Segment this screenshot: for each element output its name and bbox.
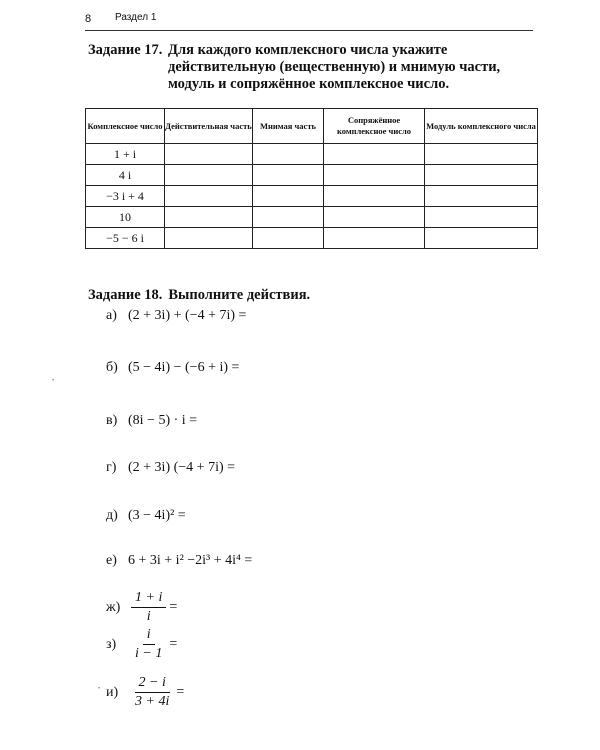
exercise-marker: е) xyxy=(106,553,117,568)
column-header: Модуль комплексного числа xyxy=(425,109,538,144)
complex-number-cell: −5 − 6 i xyxy=(86,228,165,249)
table-row xyxy=(86,228,538,249)
equals-sign: = xyxy=(169,636,178,652)
page-number: 8 xyxy=(85,13,92,25)
exercise-marker: в) xyxy=(106,413,118,428)
answer-cell[interactable] xyxy=(425,144,538,165)
fraction-denominator: i xyxy=(146,609,151,624)
answer-cell[interactable] xyxy=(253,165,324,186)
answer-cell[interactable] xyxy=(165,165,253,186)
column-header: Действительная часть xyxy=(165,109,253,144)
exercise-d xyxy=(106,508,186,524)
scan-speck: • xyxy=(98,686,101,692)
answer-cell[interactable] xyxy=(425,228,538,249)
exercise-e xyxy=(106,553,252,569)
table-row xyxy=(86,144,538,165)
task-18-text: Выполните действия. xyxy=(168,287,311,303)
fraction xyxy=(131,627,166,662)
task-18-label: Задание 18. xyxy=(88,287,163,303)
complex-number-cell: 1 + i xyxy=(86,144,165,165)
complex-number-cell: −3 i + 4 xyxy=(86,186,165,207)
column-header: Мнимая часть xyxy=(253,109,324,144)
section-title: Раздел 1 xyxy=(115,12,157,23)
answer-cell[interactable] xyxy=(253,228,324,249)
answer-cell[interactable] xyxy=(165,144,253,165)
column-header: Сопряжённое комплексное число xyxy=(324,109,425,144)
exercise-marker: а) xyxy=(106,308,117,323)
answer-cell[interactable] xyxy=(324,207,425,228)
answer-cell[interactable] xyxy=(324,228,425,249)
complex-number-cell: 10 xyxy=(86,207,165,228)
answer-cell[interactable] xyxy=(324,186,425,207)
fraction-denominator: 3 + 4i xyxy=(135,694,170,709)
exercise-marker: г) xyxy=(106,460,117,475)
exercise-v xyxy=(106,413,197,429)
exercise-g xyxy=(106,460,235,476)
exercise-marker: и) xyxy=(106,684,119,700)
answer-cell[interactable] xyxy=(425,165,538,186)
table-header-row xyxy=(86,109,538,144)
exercise-marker: ж) xyxy=(106,599,121,615)
exercise-zh xyxy=(106,590,177,625)
exercise-a xyxy=(106,308,246,324)
page-header xyxy=(85,12,533,31)
fraction-numerator: i xyxy=(143,627,155,645)
answer-cell[interactable] xyxy=(165,228,253,249)
exercise-i xyxy=(106,675,184,710)
fraction xyxy=(131,590,166,625)
fraction-numerator: 1 + i xyxy=(131,590,166,608)
task-17-text: Для каждого комплексного числа укажите действительную (вещественную) и мнимую части, модуль и сопряжённое комплексное число. xyxy=(168,42,501,92)
exercise-b xyxy=(106,360,239,376)
exercise-expression: (8i − 5) · i = xyxy=(128,413,198,428)
fraction xyxy=(131,675,173,710)
scan-speck: • xyxy=(52,378,55,384)
answer-cell[interactable] xyxy=(324,165,425,186)
fraction-denominator: i − 1 xyxy=(135,646,163,661)
table-row xyxy=(86,165,538,186)
fraction-numerator: 2 − i xyxy=(135,675,170,693)
answer-cell[interactable] xyxy=(165,186,253,207)
complex-numbers-table xyxy=(85,108,538,249)
answer-cell[interactable] xyxy=(253,144,324,165)
exercise-z xyxy=(106,627,177,662)
task-18 xyxy=(88,287,310,304)
answer-cell[interactable] xyxy=(253,207,324,228)
exercise-marker: б) xyxy=(106,360,118,375)
equals-sign: = xyxy=(169,599,178,615)
exercise-expression: (2 + 3i) + (−4 + 7i) = xyxy=(128,308,247,323)
table-row xyxy=(86,186,538,207)
exercise-expression: (3 − 4i)² = xyxy=(128,508,186,523)
answer-cell[interactable] xyxy=(165,207,253,228)
answer-cell[interactable] xyxy=(425,186,538,207)
answer-cell[interactable] xyxy=(324,144,425,165)
exercise-expression: (2 + 3i) (−4 + 7i) = xyxy=(128,460,236,475)
exercise-expression: 6 + 3i + i² −2i³ + 4i⁴ = xyxy=(128,553,253,568)
complex-number-cell: 4 i xyxy=(86,165,165,186)
column-header: Комплексное число xyxy=(86,109,165,144)
equals-sign: = xyxy=(176,684,185,700)
answer-cell[interactable] xyxy=(253,186,324,207)
exercise-expression: (5 − 4i) − (−6 + i) = xyxy=(128,360,240,375)
table-row xyxy=(86,207,538,228)
task-17-label: Задание 17. xyxy=(88,42,163,58)
exercise-marker: з) xyxy=(106,636,117,652)
exercise-marker: д) xyxy=(106,508,118,523)
answer-cell[interactable] xyxy=(425,207,538,228)
